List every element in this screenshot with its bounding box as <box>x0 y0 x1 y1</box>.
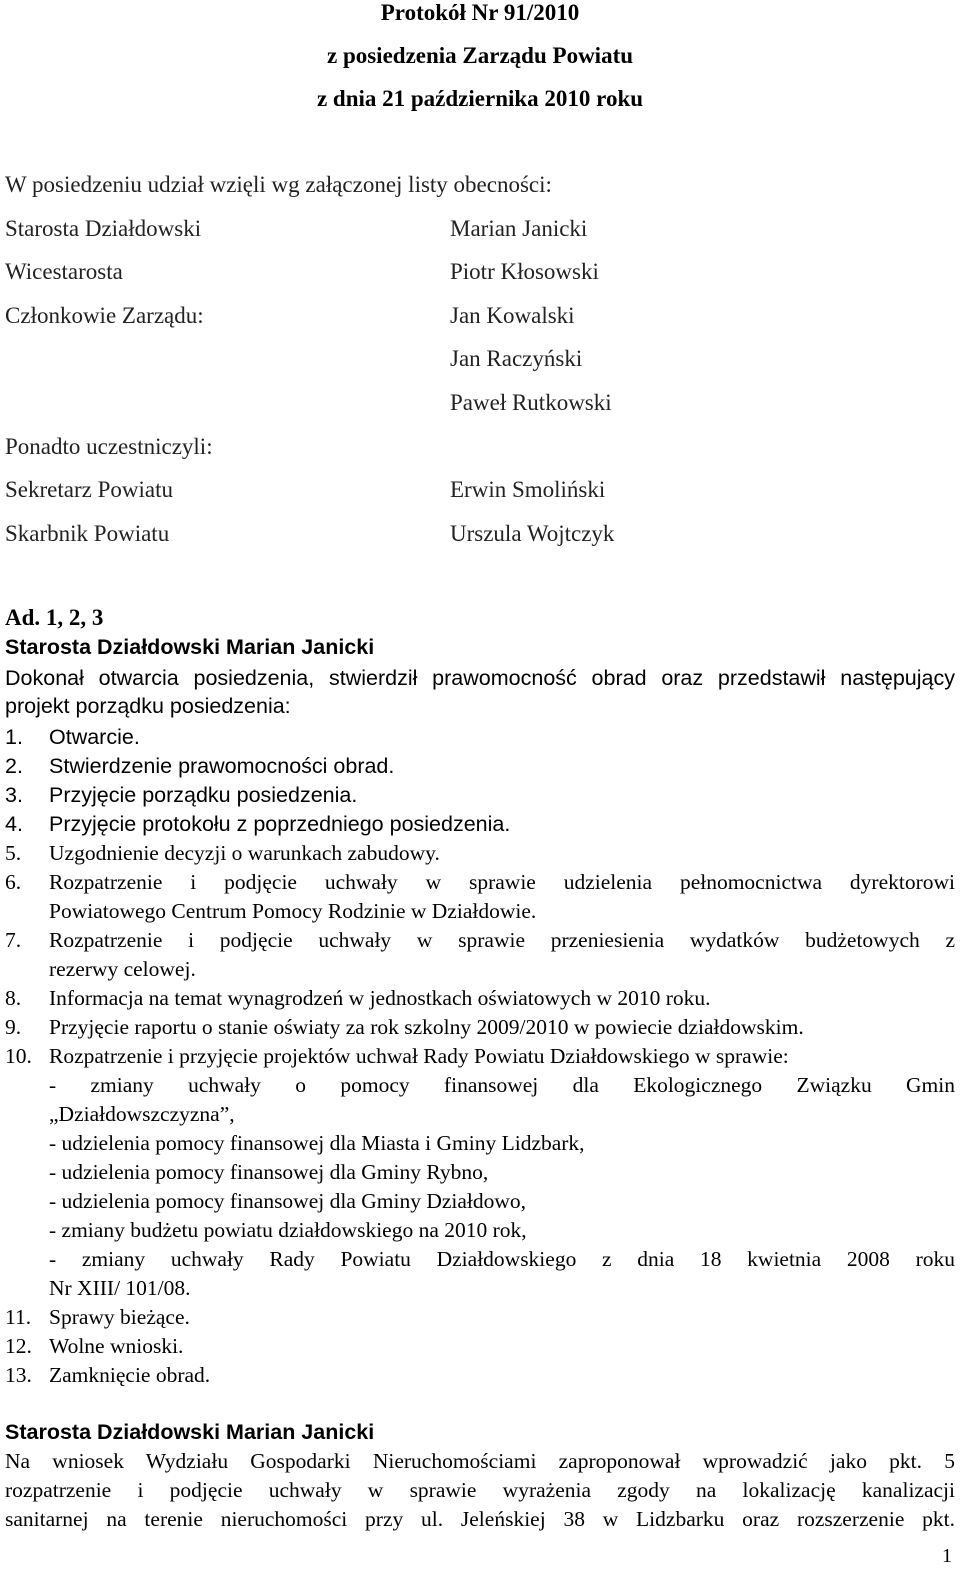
agenda-number: 9. <box>5 1015 22 1039</box>
agenda-text: Przyjęcie porządku posiedzenia. <box>49 783 358 807</box>
attendance-role: Wicestarosta <box>5 259 123 284</box>
paragraph-line: Na wniosek Wydziału Gospodarki Nieruchomościami zaproponował wprowadzić jako pkt. 5 <box>5 1449 955 1473</box>
agenda-number: 10. <box>5 1044 32 1068</box>
page-number: 1 <box>942 1545 952 1567</box>
attendance-role: Członkowie Zarządu: <box>5 303 204 328</box>
intro-line: projekt porządku posiedzenia: <box>5 694 291 718</box>
agenda-text: Uzgodnienie decyzji o warunkach zabudowy. <box>49 841 440 865</box>
protocol-title: Protokół Nr 91/2010 <box>380 0 580 25</box>
agenda-text: Przyjęcie protokołu z poprzedniego posiedzenia. <box>49 812 511 836</box>
attendance-role: Skarbnik Powiatu <box>5 521 170 546</box>
attendance-name: Jan Kowalski <box>450 303 575 328</box>
agenda-text: Powiatowego Centrum Pomocy Rodzinie w Działdowie. <box>49 899 537 923</box>
speaker-name: Starosta Działdowski Marian Janicki <box>5 635 375 659</box>
agenda-subitem: Nr XIII/ 101/08. <box>49 1276 191 1300</box>
attendance-name: Paweł Rutkowski <box>450 390 612 415</box>
agenda-text: Rozpatrzenie i przyjęcie projektów uchwał Rady Powiatu Działdowskiego w sprawie: <box>49 1044 789 1068</box>
attendance-name: Jan Raczyński <box>450 346 583 371</box>
agenda-subitem: - udzielenia pomocy finansowej dla Gminy Działdowo, <box>49 1189 527 1213</box>
agenda-text: Rozpatrzenie i podjęcie uchwały w sprawie przeniesienia wydatków budżetowych z <box>49 928 955 952</box>
agenda-text: Wolne wnioski. <box>49 1334 184 1358</box>
attendance-role: Sekretarz Powiatu <box>5 477 173 502</box>
agenda-number: 3. <box>5 783 23 807</box>
agenda-text: Sprawy bieżące. <box>49 1305 190 1329</box>
agenda-subitem: - udzielenia pomocy finansowej dla Miasta i Gminy Lidzbark, <box>49 1131 585 1155</box>
agenda-number: 2. <box>5 754 23 778</box>
agenda-text: Stwierdzenie prawomocności obrad. <box>49 754 395 778</box>
agenda-number: 13. <box>5 1363 32 1387</box>
agenda-text: Przyjęcie raportu o stanie oświaty za rok szkolny 2009/2010 w powiecie działdowskim. <box>49 1015 804 1039</box>
agenda-subitem: „Działdowszczyzna”, <box>49 1102 235 1126</box>
agenda-text: Informacja na temat wynagrodzeń w jednostkach oświatowych w 2010 roku. <box>49 986 711 1010</box>
section-heading: Ad. 1, 2, 3 <box>5 605 104 630</box>
agenda-text: rezerwy celowej. <box>49 957 196 981</box>
agenda-number: 6. <box>5 870 22 894</box>
agenda-subitem: - zmiany budżetu powiatu działdowskiego na 2010 rok, <box>49 1218 527 1242</box>
also-present-label: Ponadto uczestniczyli: <box>5 434 213 459</box>
speaker-name: Starosta Działdowski Marian Janicki <box>5 1420 375 1444</box>
agenda-number: 7. <box>5 928 22 952</box>
attendance-name: Erwin Smoliński <box>450 477 606 502</box>
agenda-number: 5. <box>5 841 22 865</box>
intro-line: Dokonał otwarcia posiedzenia, stwierdził prawomocność obrad oraz przedstawił następujący <box>5 666 955 690</box>
protocol-subtitle: z posiedzenia Zarządu Powiatu <box>326 43 634 68</box>
agenda-number: 12. <box>5 1334 32 1358</box>
attendance-name: Marian Janicki <box>450 216 588 241</box>
agenda-number: 11. <box>5 1305 32 1329</box>
attendance-name: Piotr Kłosowski <box>450 259 599 284</box>
agenda-text: Zamknięcie obrad. <box>49 1363 211 1387</box>
agenda-number: 4. <box>5 812 23 836</box>
agenda-text: Otwarcie. <box>49 725 140 749</box>
agenda-subitem: - udzielenia pomocy finansowej dla Gminy Rybno, <box>49 1160 489 1184</box>
attendance-role: Starosta Działdowski <box>5 216 202 241</box>
attendance-intro: W posiedzeniu udział wzięli wg załączonej listy obecności: <box>5 172 552 197</box>
protocol-date: z dnia 21 października 2010 roku <box>316 86 644 111</box>
agenda-subitem: - zmiany uchwały o pomocy finansowej dla Ekologicznego Związku Gmin <box>49 1073 955 1097</box>
paragraph-line: sanitarnej na terenie nieruchomości przy ul. Jeleńskiej 38 w Lidzbarku oraz rozszerzenie pkt. <box>5 1507 955 1531</box>
paragraph-line: rozpatrzenie i podjęcie uchwały w sprawie wyrażenia zgody na lokalizację kanalizacji <box>5 1478 955 1502</box>
attendance-name: Urszula Wojtczyk <box>450 521 615 546</box>
agenda-number: 1. <box>5 725 23 749</box>
agenda-text: Rozpatrzenie i podjęcie uchwały w sprawie udzielenia pełnomocnictwa dyrektorowi <box>49 870 955 894</box>
agenda-subitem: - zmiany uchwały Rady Powiatu Działdowskiego z dnia 18 kwietnia 2008 roku <box>49 1247 955 1271</box>
agenda-number: 8. <box>5 986 22 1010</box>
